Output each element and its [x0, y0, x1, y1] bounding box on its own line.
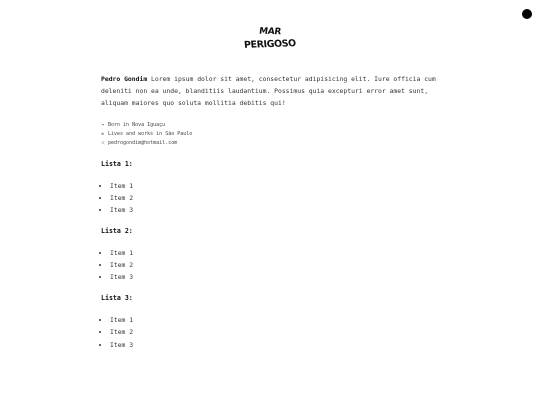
bio-paragraph	[101, 73, 446, 110]
list-item: • Item 3	[110, 339, 446, 351]
asterisk-icon: ✲	[101, 131, 105, 138]
list-item: • Item 3	[110, 204, 446, 216]
bullet-list	[101, 247, 446, 283]
meta-item-email[interactable]	[101, 139, 446, 148]
list-section-3	[101, 293, 446, 350]
bullet-list	[101, 180, 446, 216]
author-name: Pedro Gondim	[101, 75, 148, 83]
logo-line-1: MAR	[258, 26, 282, 38]
list-title: Lista 2:	[101, 227, 133, 236]
arrow-icon: →	[101, 121, 105, 128]
list-section-2	[101, 226, 446, 283]
list-item: • Item 1	[110, 314, 446, 326]
list-item: • Item 1	[110, 180, 446, 192]
list-item: • Item 2	[110, 259, 446, 271]
meta-text: Lives and works in São Paulo	[108, 131, 193, 138]
list-title: Lista 1:	[101, 159, 133, 168]
logo-line-2: PERIGOSO	[243, 38, 297, 51]
list-item: • Item 2	[110, 326, 446, 338]
list-item: • Item 2	[110, 192, 446, 204]
email-link[interactable]: pedrogondim@hotmail.com	[108, 140, 178, 147]
list-item: • Item 3	[110, 271, 446, 283]
main-content	[101, 73, 446, 351]
author-meta-list	[101, 121, 446, 149]
site-logo[interactable]	[0, 26, 540, 51]
meta-item-residence	[101, 130, 446, 139]
bio-text: Lorem ipsum dolor sit amet, consectetur adipisicing elit. Iure officia cum deleniti non ea unde, blanditiis laudantium. Possimus quia excepturi error amet sunt, aliquam maiores quo soluta mollitia debitis qui!	[101, 75, 436, 108]
meta-text: Born in Nova Iguaçu	[108, 121, 166, 128]
meta-item-birthplace	[101, 121, 446, 130]
menu-dot-button[interactable]	[522, 9, 532, 19]
list-section-1	[101, 159, 446, 216]
mail-icon: ❍	[101, 140, 105, 147]
list-title: Lista 3:	[101, 294, 133, 303]
list-item: • Item 1	[110, 247, 446, 259]
bullet-list	[101, 314, 446, 350]
